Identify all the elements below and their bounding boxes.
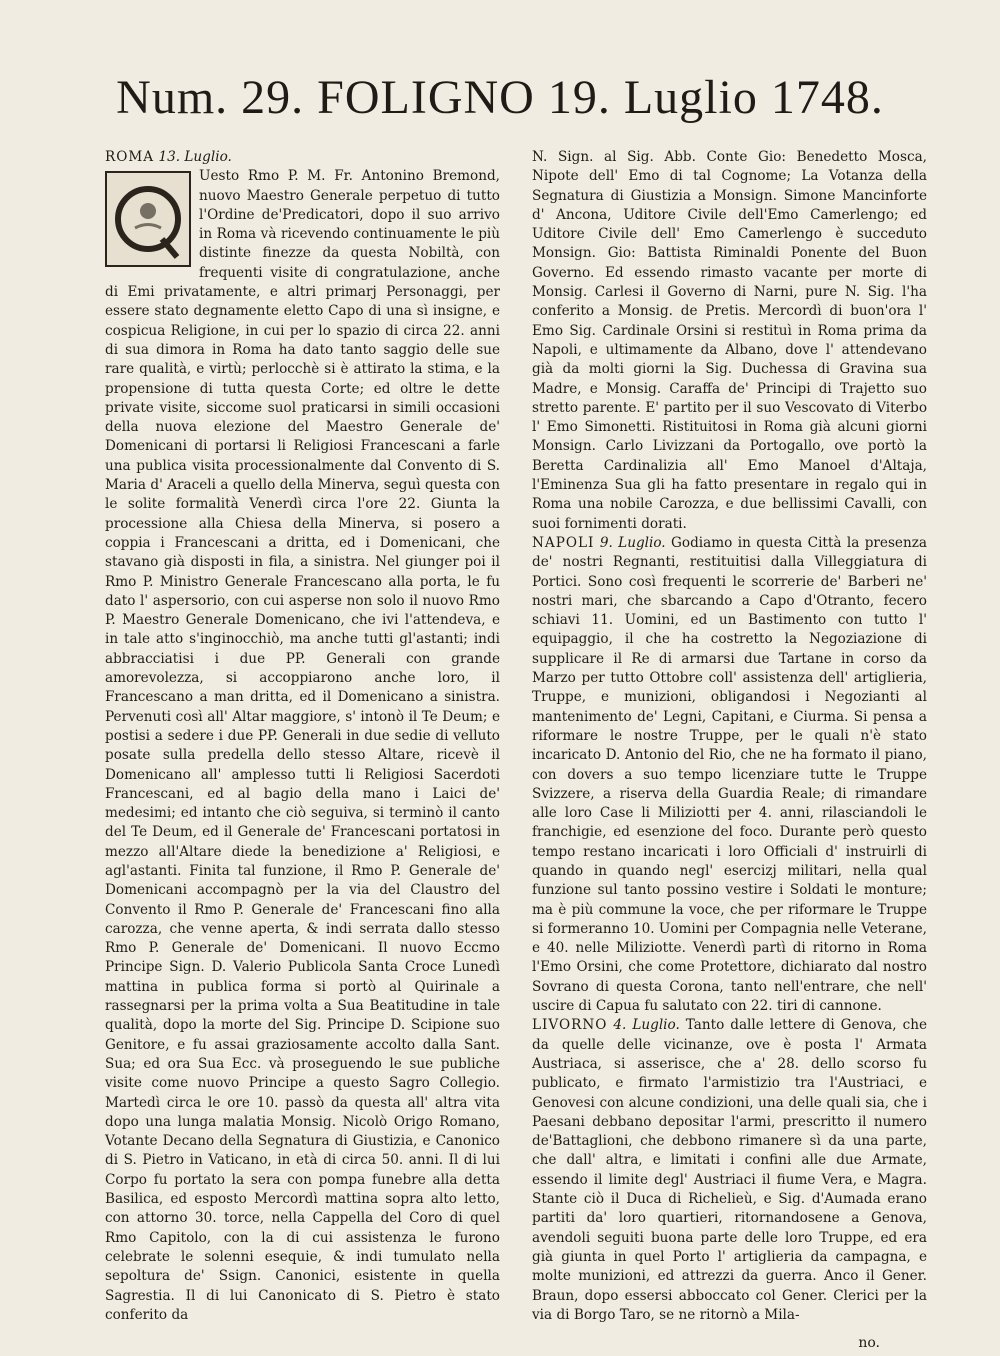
article-roma-continued: [532, 148, 927, 534]
article-roma: [105, 148, 500, 1325]
initial-ornament-icon: [107, 173, 189, 265]
masthead-title: Num. 29. FOLIGNO 19. Luglio 1748.: [116, 71, 884, 124]
dateline-date: 13. Luglio.: [158, 149, 232, 165]
article-napoli: [532, 534, 927, 1016]
dateline-city: LIVORNO: [532, 1017, 608, 1034]
dateline-city: ROMA: [105, 149, 155, 165]
dateline-city: NAPOLI: [532, 534, 595, 551]
napoli-text: Godiamo in questa Città la presenza de' nostri Regnanti, restituitisi dalla Villeggiatura di Portici. Sono così frequenti le scorrerie de' Barberi ne' nostri mari, che sbarcando a Capo d'Otranto, fecero schiavi 11. Uomini, ed un Bastimento con tutto l' equipaggio, il che ha costretto la Negoziazione di supplicare il Re di armarsi due Tartane in corso da Marzo per tutto Ottobre coll' assistenza dell' artiglieria, Truppe, e munizioni, obligandosi i Negozianti al mantenimento de' Legni, Capitani, e Ciurma. Si pensa a riformare le nostre Truppe, per le quali n'è stato incaricato D. Antonio del Rio, che ne ha formato il piano, con dovers a suo tempo licenziare tutte le Truppe Svizzere, a riserva della Guardia Reale; di rimandare alle loro Case li Miliziotti per 4. anni, rilasciandoli le franchigie, ed esenzione del foco. Durante però questo tempo restano incaricati i loro Officiali d' instruirli di quando in quando negl' esercizj militari, nella qual funzione sul tanto possino vestire i Soldati le monture; ma è più commune la voce, che per riformare le Truppe si formeranno 10. Uomini per Compagnia nelle Veterane, e 40. nelle Miliziotte. Venerdì partì di ritorno in Roma l'Emo Orsini, che come Protettore, dichiarato dal nostro Sovrano di questa Corona, tanto nell'entrare, che nell' uscire di Capua fu salutato con 22. tiri di cannone.: [532, 534, 927, 1015]
livorno-text: Tanto dalle lettere di Genova, che da quelle delle vicinanze, ove è posta l' Armata Austriaca, si asserisce, che a' 28. dello scorso fu publicato, e firmato l'armistizio tra l'Austriaci, e Genovesi con alcune condizioni, una delle quali sia, che i Paesani debbano depositar l'armi, prescritto il numero de'Battaglioni, che debbono rimanere sì da una parte, che dall' altra, e limitati i confini alle due Armate, essendo il limite degl' Austriaci il fiume Vera, e Magra. Stante ciò il Duca di Richelieù, e Sig. d'Aumada erano partiti da' loro quartieri, ritornandosene a Genova, avendoli seguiti buona parte delle loro Truppe, ed era già giunta in quel Porto l' artiglieria da campagna, e molte munizioni, ed attrezzi da guerra. Anco il Gener. Braun, dopo essersi abboccato col Gener. Clerici per la via di Borgo Taro, se ne ritornò a Mila-: [532, 1017, 927, 1323]
page-number: no.: [858, 1335, 880, 1351]
roma-left-text: Uesto Rmo P. M. Fr. Antonino Bremond, nuovo Maestro Generale perpetuo di tutto l'Ordine de'Predicatori, dopo il suo arrivo in Roma và ricevendo continuamente le più distinte finezze da questa Nobiltà, con frequenti visite di congratulazione, anche di Emi privatamente, e altri primarj Personaggi, per essere stato degnamente eletto Capo di una sì insigne, e cospicua Religione, in cui per lo spazio di circa 22. anni di sua dimora in Roma ha dato tanto saggio delle sue rare qualità, e virtù; perlocchè si è attirato la stima, e la propensione di tutta questa Corte; ed oltre le dette private visite, siccome suol praticarsi in simili occasioni della nuova elezione del Maestro Generale de' Domenicani di portarsi li Religiosi Francescani a farle una publica visita processionalmente dal Convento di S. Maria d' Araceli a quello della Minerva, seguì questa con le solite formalità Venerdì circa l'ore 22. Giunta la processione alla Chiesa della Minerva, si posero a coppia i Francescani a dritta, ed i Domenicani, che stavano già disposti in fila, a sinistra. Nel giunger poi il Rmo P. Ministro Generale Francescano alla porta, le fu dato l' aspersorio, con cui asperse non solo il nuovo Rmo P. Maestro Generale Domenicano, che ivi l'attendeva, e in tale atto s'inginocchiò, ma anche tutti gl'astanti; indi abbracciatisi i due PP. Generali con grande amorevolezza, si accoppiarono anche loro, il Francescano a man dritta, ed il Domenicano a sinistra. Pervenuti così all' Altar maggiore, s' intonò il Te Deum; e postisi a sedere i due PP. Generali in due sedie di velluto posate sulla predella dello stesso Altare, ricevè il Domenicano all' amplesso tutti li Religiosi Sacerdoti Francescani, ed al bagio della mano i Laici de' medesimi; ed intanto che ciò seguiva, si terminò il canto del Te Deum, ed il Generale de' Francescani portatosi in mezzo all'Altare diede la benedizione a' Religiosi, e agl'astanti. Finita tal funzione, il Rmo P. Generale de' Domenicani accompagnò per la via del Claustro del Convento il Rmo P. Generale de' Francescani fino alla carozza, che venne aperta, & indi serrata dallo stesso Rmo P. Generale de' Domenicani. Il nuovo Eccmo Principe Sign. D. Valerio Publicola Santa Croce Lunedì mattina in publica forma si portò al Quirinale a rassegnarsi per la prima volta a Sua Beatitudine in tale qualità, dopo la morte del Sig. Principe D. Scipione suo Genitore, e fu assai graziosamente accolto dalla Sant. Sua; ed ora Sua Ecc. và proseguendo le sue publiche visite come nuovo Principe a questo Sagro Collegio. Martedì circa le ore 10. passò da questa all' altra vita dopo una lunga malatia Monsig. Nicolò Origo Romano, Votante Decano della Segnatura di Giustizia, e Canonico di S. Pietro in Vaticano, in età di circa 50. anni. Il di lui Corpo fu portato la sera con pompa funebre alla detta Basilica, ed esposto Mercordì mattina sopra alto letto, con attorno 30. torce, nella Cappella del Coro di quel Rmo Capitolo, con la di cui assistenza le furono celebrate le solenni esequie, & indi tumulato nella sepoltura de' Ssign. Canonici, esistente in quella Sagrestia. Il di lui Canonicato di S. Pietro è stato conferito da: [105, 168, 500, 1323]
article-livorno: [532, 1016, 927, 1325]
dateline-date: 4. Luglio.: [613, 1017, 680, 1034]
roma-right-text: N. Sign. al Sig. Abb. Conte Gio: Benedetto Mosca, Nipote dell' Emo di tal Cognome; La Votanza della Segnatura di Giustizia a Monsign. Simone Mancinforte d' Ancona, Uditore Civile dell'Emo Camerlengo; ed Uditore Civile dell' Emo Camerlengo è succeduto Monsign. Gio: Battista Riminaldi Ponente del Buon Governo. Ed essendo rimasto vacante per morte di Monsig. Carlesi il Governo di Narni, pure N. Sig. l'ha conferito a Monsig. de Pretis. Mercordì di buon'ora l' Emo Sig. Cardinale Orsini si restituì in Roma prima da Napoli, e ultimamente da Albano, dove l' attendevano già da molti giorni la Sig. Duchessa di Gravina sua Madre, e Monsig. Caraffa de' Principi di Trajetto suo stretto parente. E' partito per il suo Vescovato di Viterbo l' Emo Simonetti. Ristituitosi in Roma già alcuni giorni Monsign. Carlo Livizzani da Portogallo, ove portò la Beretta Cardinalizia all' Emo Manoel d'Altaja, l'Eminenza Sua gli ha fatto presentare in regalo qui in Roma una nobile Carozza, e due bellissimi Cavalli, con suoi fornimenti dorati.: [532, 149, 927, 532]
decorative-initial: [105, 171, 191, 267]
dateline-date: 9. Luglio.: [599, 534, 666, 551]
left-column: [105, 148, 500, 1325]
right-column: [532, 148, 927, 1325]
